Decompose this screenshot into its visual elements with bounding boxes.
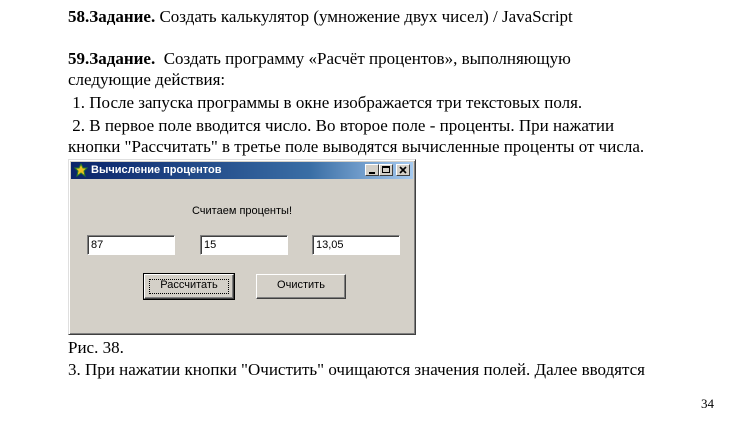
percent-input[interactable]: 15 bbox=[200, 235, 288, 255]
window-title: Вычисление процентов bbox=[91, 164, 222, 176]
app-icon bbox=[74, 163, 88, 177]
task-58-line bbox=[68, 7, 573, 27]
close-icon bbox=[397, 165, 409, 175]
task-58-number: 58.Задание. bbox=[68, 7, 156, 26]
window-heading-label: Считаем проценты! bbox=[191, 205, 293, 217]
task-59-number: 59.Задание. bbox=[68, 49, 156, 68]
window-titlebar[interactable] bbox=[71, 162, 413, 179]
task-59-text: Создать программу «Расчёт процентов», выполняющую bbox=[155, 49, 571, 68]
clear-button[interactable] bbox=[256, 274, 346, 299]
calculate-button-label: Рассчитать bbox=[160, 279, 218, 291]
task-59-line-2: следующие действия: bbox=[68, 70, 226, 89]
calculator-window bbox=[68, 159, 416, 335]
maximize-button[interactable] bbox=[379, 164, 393, 176]
close-button[interactable] bbox=[396, 164, 410, 176]
page-number: 34 bbox=[701, 396, 714, 411]
task-59-item-2-cont: кнопки "Рассчитать" в третье поле выводятся вычисленные проценты от числа. bbox=[68, 137, 645, 156]
result-field[interactable]: 13,05 bbox=[312, 235, 400, 255]
calculate-button[interactable] bbox=[144, 274, 234, 299]
task-59-item-3: 3. При нажатии кнопки "Очистить" очищаются значения полей. Далее вводятся bbox=[68, 360, 646, 379]
task-59-item-1: 1. После запуска программы в окне изображается три текстовых поля. bbox=[68, 93, 583, 112]
number-input[interactable]: 87 bbox=[87, 235, 175, 255]
maximize-icon bbox=[380, 165, 392, 175]
task-58-text: Создать калькулятор (умножение двух чисел) / JavaScript bbox=[155, 7, 573, 26]
minimize-button[interactable] bbox=[365, 164, 379, 176]
task-59-line bbox=[68, 49, 571, 69]
figure-caption: Рис. 38. bbox=[68, 338, 124, 357]
clear-button-label: Очистить bbox=[277, 279, 325, 291]
minimize-icon bbox=[366, 165, 378, 175]
task-59-item-2: 2. В первое поле вводится число. Во второе поле - проценты. При нажатии bbox=[68, 116, 615, 135]
